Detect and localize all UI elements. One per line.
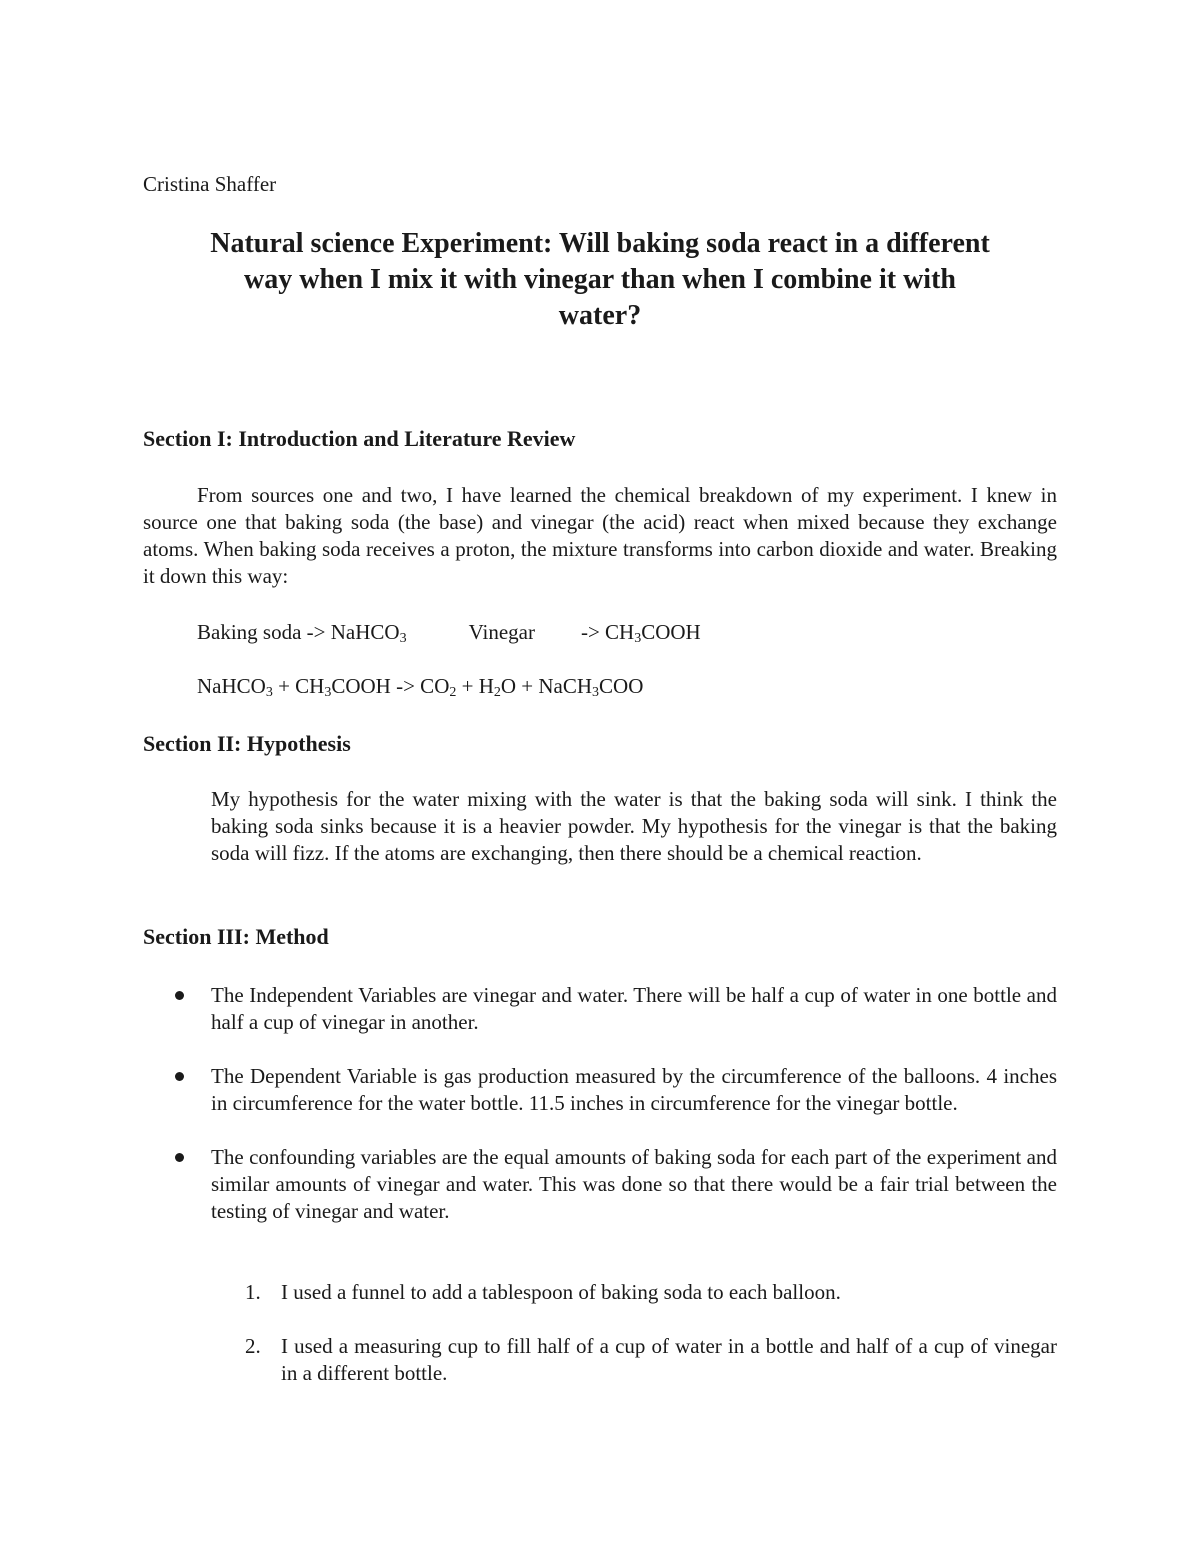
eq-part-3: COOH -> CO <box>331 674 450 698</box>
eq-sub-5: 3 <box>592 685 600 700</box>
bullet-icon <box>175 1072 184 1081</box>
vinegar-arrow: -> CH <box>580 620 635 644</box>
eq-part-6: COO <box>599 674 644 698</box>
reaction-equation <box>197 672 643 700</box>
list-item <box>143 1144 1057 1225</box>
step-number: 1. <box>245 1280 261 1304</box>
baking-soda-label: Baking soda -> NaHCO <box>197 620 400 644</box>
bullet-text: The Dependent Variable is gas production measured by the circumference of the balloons. 4 inches in circumference for the water bottle. 11.5 inches in circumference for the vinegar bottle. <box>211 1064 1057 1115</box>
section-1-paragraph-text: From sources one and two, I have learned the chemical breakdown of my experiment. I knew in source one that baking soda (the base) and vinegar (the acid) react when mixed because they exchange atoms. When baking soda receives a proton, the mixture transforms into carbon dioxide and water. Breaking it down this way: <box>143 483 1057 588</box>
bullet-text: The confounding variables are the equal amounts of baking soda for each part of the experiment and similar amounts of vinegar and water. This was done so that there would be a fair trial between the testing of vinegar and water. <box>211 1145 1057 1223</box>
section-2-heading: Section II: Hypothesis <box>143 731 351 756</box>
section-2-paragraph: My hypothesis for the water mixing with the water is that the baking soda will sink. I think the baking soda sinks because it is a heavier powder. My hypothesis for the vinegar is that the baking soda will fizz. If the atoms are exchanging, then there should be a chemical reaction. <box>211 787 1057 865</box>
formula-definitions <box>197 618 701 646</box>
title-line-2: way when I mix it with vinegar than when I combine it with <box>244 264 956 295</box>
section-1-heading: Section I: Introduction and Literature Review <box>143 426 576 451</box>
section-3-heading: Section III: Method <box>143 924 329 949</box>
list-item <box>143 1063 1057 1117</box>
document-title <box>143 226 1057 334</box>
vinegar-formula <box>581 620 701 644</box>
eq-sub-1: 3 <box>265 685 273 700</box>
eq-part-5: O + NaCH <box>500 674 593 698</box>
step-text: I used a funnel to add a tablespoon of baking soda to each balloon. <box>281 1280 841 1304</box>
author-name: Cristina Shaffer <box>143 172 277 196</box>
list-item <box>211 1279 1057 1306</box>
title-line-3: water? <box>558 300 642 331</box>
eq-sub-3: 2 <box>449 685 457 700</box>
bullet-text: The Independent Variables are vinegar and water. There will be half a cup of water in one bottle and half a cup of vinegar in another. <box>211 983 1057 1034</box>
list-item <box>211 1333 1057 1387</box>
eq-part-1: NaHCO <box>197 674 266 698</box>
vinegar-label: Vinegar <box>468 620 535 644</box>
vinegar-rest: COOH <box>641 620 701 644</box>
eq-part-2: + CH <box>272 674 325 698</box>
baking-soda-subscript: 3 <box>399 631 407 646</box>
eq-sub-4: 2 <box>493 685 501 700</box>
step-number: 2. <box>245 1334 261 1358</box>
list-item <box>143 982 1057 1036</box>
eq-part-4: + H <box>456 674 494 698</box>
title-line-1: Natural science Experiment: Will baking soda react in a different <box>210 228 990 259</box>
method-steps-list <box>211 1279 1057 1414</box>
bullet-icon <box>175 991 184 1000</box>
step-text: I used a measuring cup to fill half of a cup of water in a bottle and half of a cup of vinegar in a different bottle. <box>281 1334 1057 1385</box>
section-1-paragraph <box>143 482 1057 590</box>
method-bullet-list <box>143 982 1057 1252</box>
eq-sub-2: 3 <box>324 685 332 700</box>
baking-soda-formula <box>197 620 407 644</box>
bullet-icon <box>175 1153 184 1162</box>
vinegar-subscript: 3 <box>634 631 642 646</box>
